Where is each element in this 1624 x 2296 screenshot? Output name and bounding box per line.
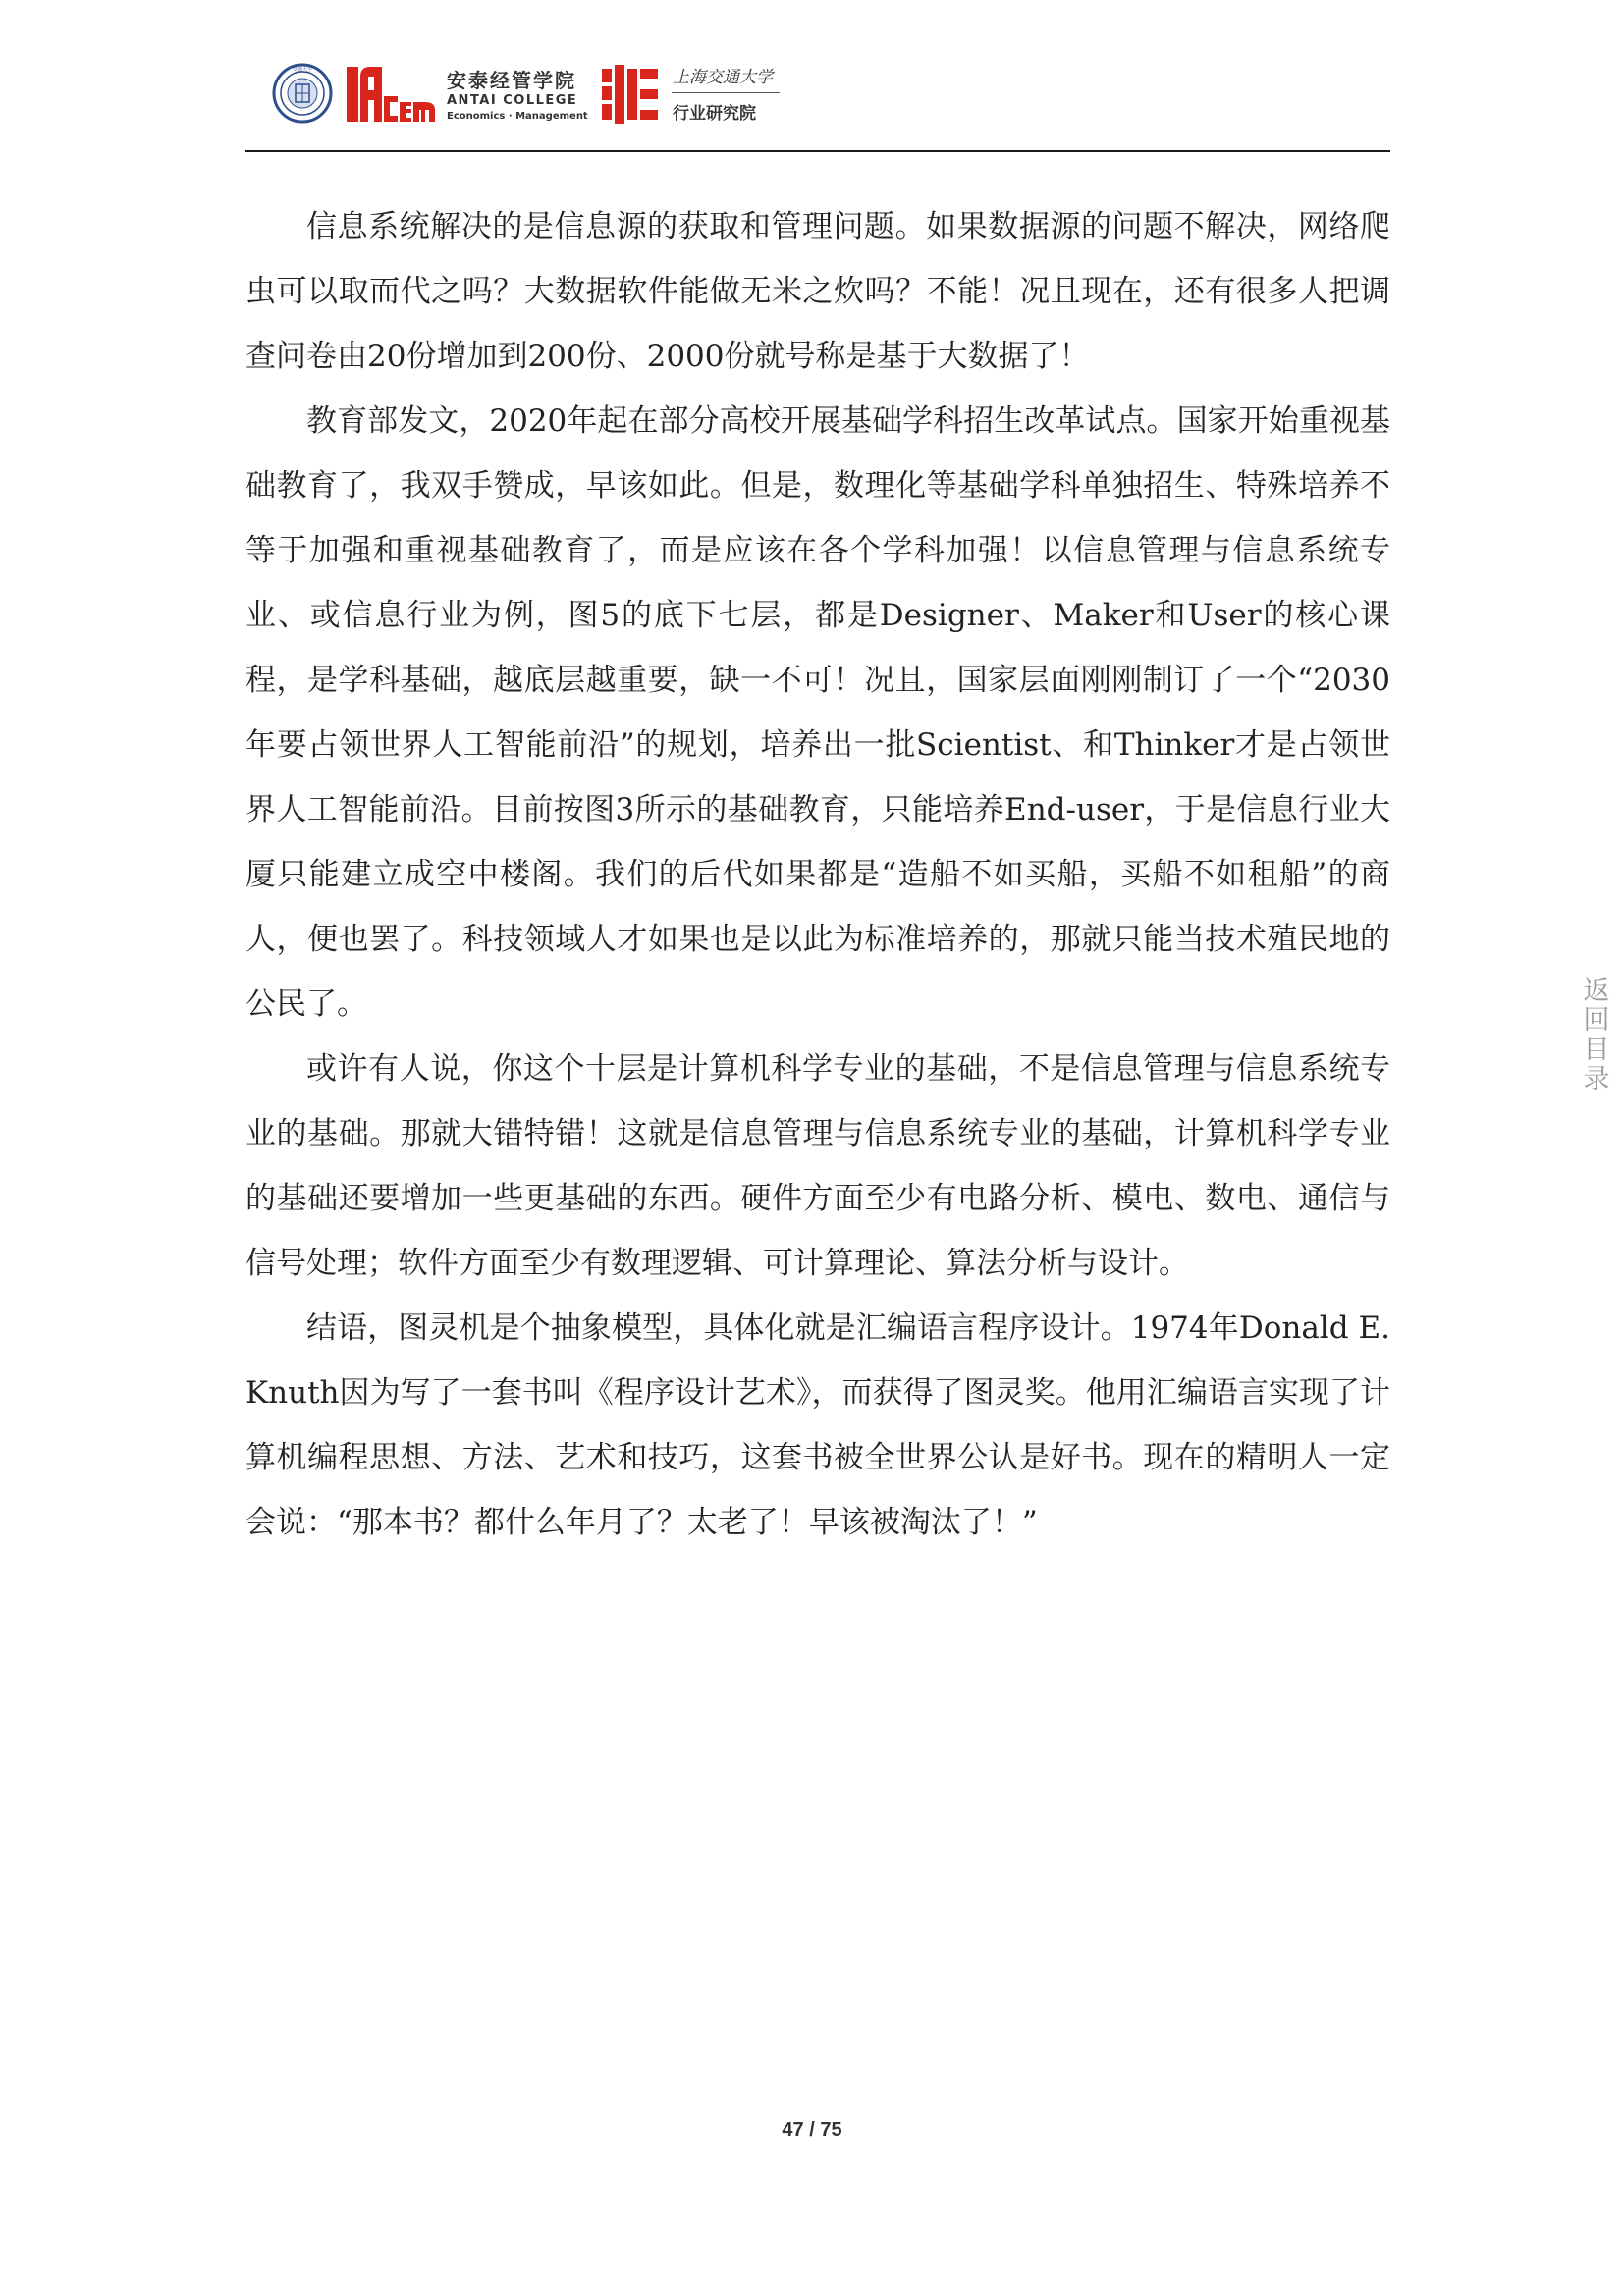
university-seal-logo bbox=[272, 63, 333, 124]
college-subtitle: Economics · Management bbox=[447, 111, 588, 122]
article-body bbox=[245, 194, 1390, 1555]
header-logo-divider bbox=[672, 92, 780, 93]
acem-logo bbox=[347, 63, 437, 126]
acem-logo-text: ACEM bbox=[347, 63, 351, 64]
paragraph-ten-layers: 或许有人说，你这个十层是计算机科学专业的基础，不是信息管理与信息系统专业的基础。那就大错特错！这就是信息管理与信息系统专业的基础，计算机科学专业的基础还要增加一些更基础的东西。硬件方面至少有电路分析、模电、数电、通信与信号处理；软件方面至少有数理逻辑、可计算理论、算法分析与设计。 bbox=[245, 1051, 1390, 1281]
university-name-cn: 上海交通大学 bbox=[673, 68, 773, 87]
college-name-en: ANTAI COLLEGE bbox=[447, 93, 578, 108]
back-to-contents-link[interactable] bbox=[1577, 977, 1616, 1095]
back-to-contents-char: 目 bbox=[1583, 1035, 1610, 1065]
paragraph-basic-education: 教育部发文，2020年起在部分高校开展基础学科招生改革试点。国家开始重视基础教育了，我双手赞成，早该如此。但是，数理化等基础学科单独招生、特殊培养不等于加强和重视基础教育了，而是应该在各个学科加强！以信息管理与信息系统专业、或信息行业为例，图5的底下七层，都是Designer、Maker和User的核心课程，是学科基础，越底层越重要，缺一不可！况且，国家层面刚刚制订了一个“2030年要占领世界人工智能前沿”的规划，培养出一批Scientist、和Thinker才是占领世界人工智能前沿。目前按图3所示的基础教育，只能培养End-user，于是信息行业大厦只能建立成空中楼阁。我们的后代如果都是“造船不如买船，买船不如租船”的商人，便也罢了。科技领域人才如果也是以此为标准培养的，那就只能当技术殖民地的公民了。 bbox=[245, 403, 1390, 1022]
back-to-contents-char: 回 bbox=[1583, 1005, 1610, 1036]
back-to-contents-char: 返 bbox=[1583, 976, 1610, 1006]
paragraph-information-sources: 信息系统解决的是信息源的获取和管理问题。如果数据源的问题不解决，网络爬虫可以取而代之吗？大数据软件能做无米之炊吗？不能！况且现在，还有很多人把调查问卷由20份增加到200份、2000份就号称是基于大数据了！ bbox=[245, 209, 1390, 374]
institute-logo bbox=[602, 65, 659, 124]
seal-text: 交通大学 bbox=[292, 67, 313, 73]
college-name-cn: 安泰经管学院 bbox=[447, 69, 576, 92]
back-to-contents-char: 录 bbox=[1583, 1064, 1610, 1095]
page-number: 47 / 75 bbox=[782, 2119, 842, 2141]
paragraph-conclusion: 结语，图灵机是个抽象模型，具体化就是汇编语言程序设计。1974年Donald E. Knuth因为写了一套书叫《程序设计艺术》，而获得了图灵奖。他用汇编语言实现了计算机编程思想、方法、艺术和技巧，这套书被全世界公认是好书。现在的精明人一定会说：“那本书？都什么年月了？太老了！早该被淘汰了！” bbox=[245, 1310, 1390, 1540]
header-rule bbox=[245, 150, 1390, 152]
page-header bbox=[245, 55, 1390, 149]
institute-name-cn: 行业研究院 bbox=[673, 104, 756, 124]
